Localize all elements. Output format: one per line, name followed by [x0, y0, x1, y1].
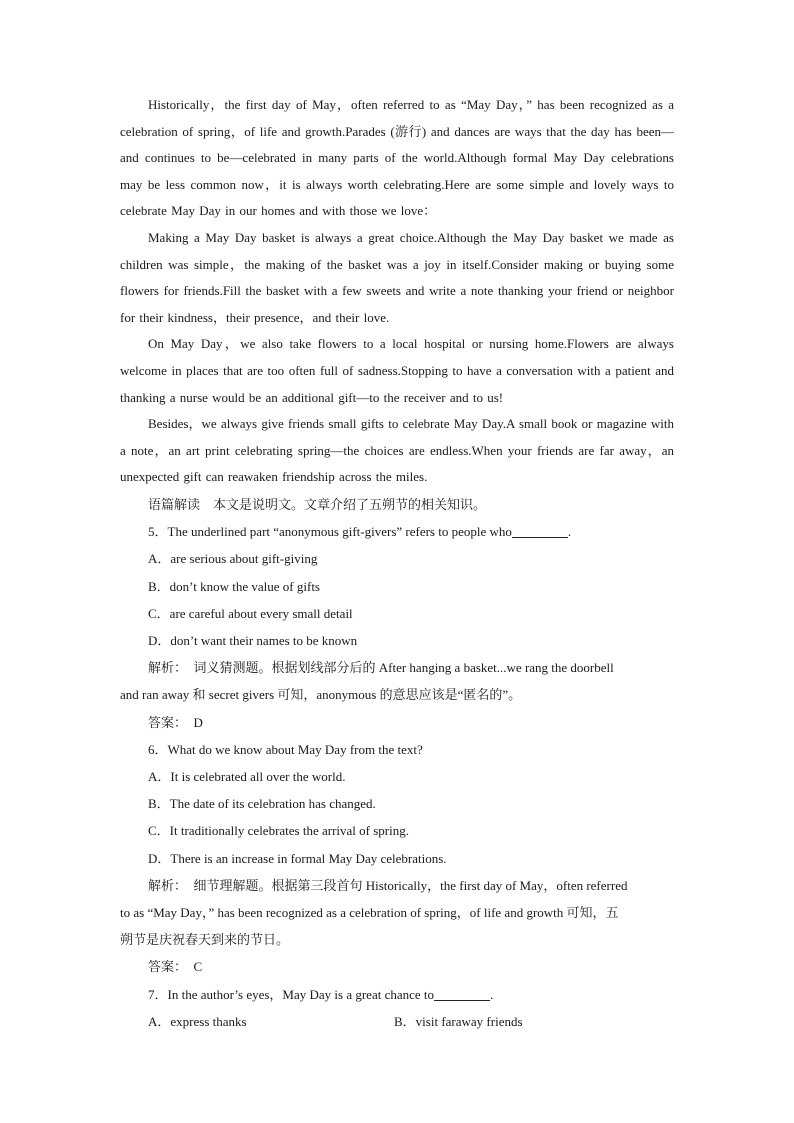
- passage-paragraph-2: Making a May Day basket is always a great choice.Although the May Day basket we made as children was simple，the making of the basket was a joy in itself.Consider making or buying some flowers for friends.Fill the basket with a few sweets and write a note thanking your friend or neighbor for their kindness，their presence，and their love.: [120, 229, 674, 325]
- question-6-analysis-line-1: 解析： 细节理解题。根据第三段首句 Historically，the first day of May，often referred: [148, 877, 628, 893]
- question-7-options-row: [120, 1008, 674, 1035]
- question-5-period: .: [567, 524, 572, 540]
- question-6-option-d: D．There is an increase in formal May Day celebrations.: [148, 850, 447, 866]
- question-5-stem: [120, 518, 674, 545]
- question-7-text: 7．In the author’s eyes，May Day is a great chance to: [148, 986, 435, 1002]
- question-5-option-a: A．are serious about gift-giving: [148, 551, 318, 567]
- question-7-stem: [120, 981, 674, 1008]
- question-6-option-c: C．It traditionally celebrates the arrival of spring.: [148, 823, 409, 839]
- passage-summary: 语篇解读 本文是说明文。文章介绍了五朔节的相关知识。: [148, 496, 487, 512]
- passage-paragraph-1: Historically，the first day of May，often referred to as “May Day，” has been recognized as a celebration of spring，of life and growth.Parades (游行) and dances are ways that the day has been—and continues to be—celebrated in many parts of the world.Although formal May Day celebrations may be less common now，it is always worth celebrating.Here are some simple and lovely ways to celebrate May Day in our homes and with those we love：: [120, 97, 674, 219]
- question-6-option-b: B．The date of its celebration has changed.: [148, 796, 376, 812]
- answer-blank: [512, 523, 568, 538]
- passage-paragraph-4: Besides，we always give friends small gifts to celebrate May Day.A small book or magazine with a note，an art print celebrating spring—the choices are endless.When your friends are far away，an unexpected gift can reawaken friendship across the miles.: [120, 416, 674, 485]
- question-5-analysis-line-1: 解析： 词义猜测题。根据划线部分后的 After hanging a basket...we rang the doorbell: [148, 660, 614, 676]
- question-7-period: .: [490, 986, 494, 1002]
- question-5-text: 5．The underlined part “anonymous gift-givers” refers to people who: [148, 524, 512, 540]
- question-5-option-b: B．don’t know the value of gifts: [148, 578, 320, 594]
- question-6-answer: 答案： C: [148, 959, 203, 975]
- question-7-option-b: B．visit faraway friends: [394, 1013, 523, 1029]
- question-6-stem: 6．What do we know about May Day from the text?: [148, 741, 423, 757]
- document-page: [120, 92, 674, 1035]
- question-6-analysis-line-3: 朔节是庆祝春天到来的节日。: [120, 932, 290, 948]
- question-6-option-a: A．It is celebrated all over the world.: [148, 768, 346, 784]
- passage-paragraph-3: On May Day，we also take flowers to a local hospital or nursing home.Flowers are always welcome in places that are too often full of sadness.Stopping to have a conversation with a patient and thanking a nurse would be an additional gift—to the receiver and to us!: [120, 336, 674, 405]
- question-5-option-d: D．don’t want their names to be known: [148, 632, 358, 648]
- question-5-option-c: C．are careful about every small detail: [148, 605, 353, 621]
- question-7-option-a: A．express thanks: [148, 1013, 247, 1029]
- question-5-answer: 答案： D: [148, 714, 203, 730]
- answer-blank: [434, 986, 490, 1001]
- question-6-analysis-line-2: to as “May Day，” has been recognized as a celebration of spring，of life and growth 可知，五: [120, 904, 619, 920]
- question-5-analysis-line-2: and ran away 和 secret givers 可知，anonymous 的意思应该是“匿名的”。: [120, 687, 522, 703]
